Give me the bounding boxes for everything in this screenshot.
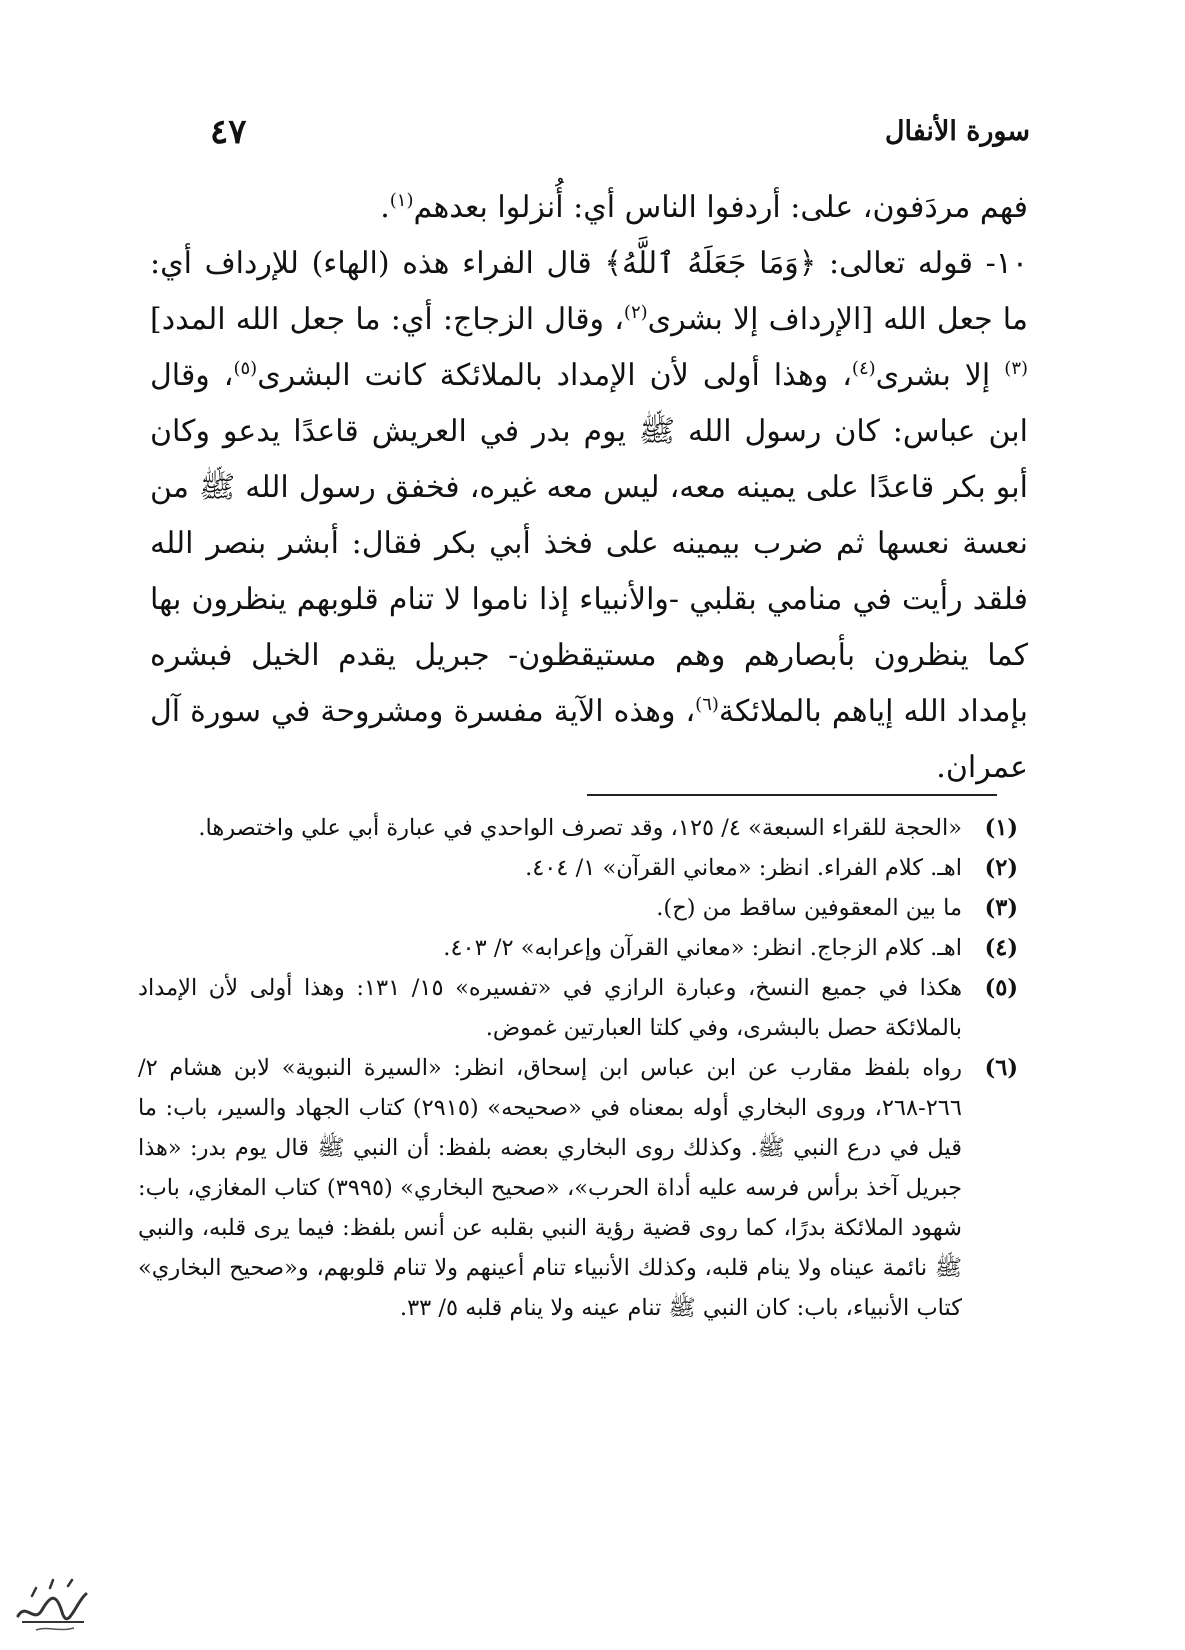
paragraph-text: فهم مردَفون، على: أردفوا الناس أي: أُنزلوا بعدهم: [413, 190, 1028, 225]
footnote-number: (٣): [984, 895, 1018, 921]
footnote-ref: (٥): [233, 358, 258, 379]
footnote-number: (١): [984, 815, 1018, 841]
paragraph-text: ، وقال ابن عباس: كان رسول الله ﷺ يوم بدر في العريش قاعدًا يدعو وكان أبو بكر قاعدًا على يمينه معه، ليس معه غيره، فخفق رسول الله ﷺ من نعسة نعسها ثم ضرب بيمينه على فخذ أبي بكر فقال: أبشر بنصر الله فلقد رأيت في منامي بقلبي -والأنبياء إذا ناموا لا تنام قلوبهم ينظرون بها كما ينظرون بأبصارهم وهم مستيقظون- جبريل يقدم الخيل فبشره بإمداد الله إياهم بالملائكة: [150, 358, 1028, 729]
footnote-number: (٢): [984, 855, 1018, 881]
main-text: [150, 180, 1028, 796]
footnote-number: (٥): [984, 975, 1018, 1001]
footnote-text: هكذا في جميع النسخ، وعبارة الرازي في «تفسيره» ١٥/ ١٣١: وهذا أولى لأن الإمداد بالملائكة حصل بالبشرى، وفي كلتا العبارتين غموض.: [138, 975, 962, 1041]
page-number: ٤٧: [210, 112, 247, 152]
footnote-text: اهـ. كلام الزجاج. انظر: «معاني القرآن وإعرابه» ٢/ ٤٠٣.: [443, 935, 962, 961]
footnote-ref: (٦): [695, 694, 719, 715]
footnote: [138, 888, 1018, 928]
running-title: سورة الأنفال: [884, 116, 1030, 147]
paragraph-text: إلا بشرى: [875, 358, 1005, 393]
paragraph-text: ، وهذه الآية مفسرة ومشروحة في سورة آل عمران.: [150, 694, 1028, 785]
footnote-text: اهـ. كلام الفراء. انظر: «معاني القرآن» ١/ ٤٠٤.: [525, 855, 962, 881]
footnote: [138, 848, 1018, 888]
footnote-ref: (٢): [623, 302, 648, 323]
paragraph-text: ، وقال الزجاج: أي: ما جعل الله المدد]: [150, 302, 624, 337]
footnotes-list: [138, 808, 1018, 1328]
paragraph-text: ١٠- قوله تعالى: ﴿وَمَا جَعَلَهُ ٱللَّهُ﴾ قال الفراء هذه (الهاء) للإرداف أي: ما جعل الله [الإرداف إلا بشرى: [150, 246, 1029, 337]
footnote-ref: (١): [389, 190, 414, 211]
footnote-text: «الحجة للقراء السبعة» ٤/ ١٢٥، وقد تصرف الواحدي في عبارة أبي علي واختصرها.: [198, 815, 962, 841]
footnote-number: (٤): [984, 935, 1018, 961]
footnote-number: (٦): [984, 1055, 1018, 1081]
paragraph-2: [150, 236, 1028, 796]
footnote-divider: [587, 794, 997, 796]
footnote-ref: (٣): [1004, 358, 1029, 379]
footnote-text: رواه بلفظ مقارب عن ابن عباس ابن إسحاق، انظر: «السيرة النبوية» لابن هشام ٢/ ٢٦٦-٢٦٨، وروى البخاري أوله بمعناه في «صحيحه» (٢٩١٥) كتاب الجهاد والسير، باب: ما قيل في درع النبي ﷺ. وكذلك روى البخاري بعضه بلفظ: أن النبي ﷺ قال يوم بدر: «هذا جبريل آخذ برأس فرسه عليه أداة الحرب»، «صحيح البخاري» (٣٩٩٥) كتاب المغازي، باب: شهود الملائكة بدرًا، كما روى قضية رؤية النبي بقلبه عن أنس بلفظ: فيما يرى قلبه، والنبي ﷺ نائمة عيناه ولا ينام قلبه، وكذلك الأنبياء تنام أعينهم ولا تنام قلوبهم، و«صحيح البخاري» كتاب الأنبياء، باب: كان النبي ﷺ تنام عينه ولا ينام قلبه ٥/ ٣٣.: [138, 1055, 963, 1321]
library-stamp-icon: [12, 1572, 94, 1636]
paragraph-text: .: [380, 190, 390, 225]
footnote: [138, 1048, 1018, 1328]
footnote: [138, 808, 1018, 848]
footnote: [138, 968, 1018, 1048]
footnote: [138, 928, 1018, 968]
footnote-ref: (٤): [851, 358, 876, 379]
paragraph-text: ، وهذا أولى لأن الإمداد بالملائكة كانت البشرى: [257, 358, 852, 393]
paragraph-1: [150, 180, 1028, 236]
footnote-text: ما بين المعقوفين ساقط من (ح).: [656, 895, 962, 921]
page-header: [210, 112, 1030, 162]
